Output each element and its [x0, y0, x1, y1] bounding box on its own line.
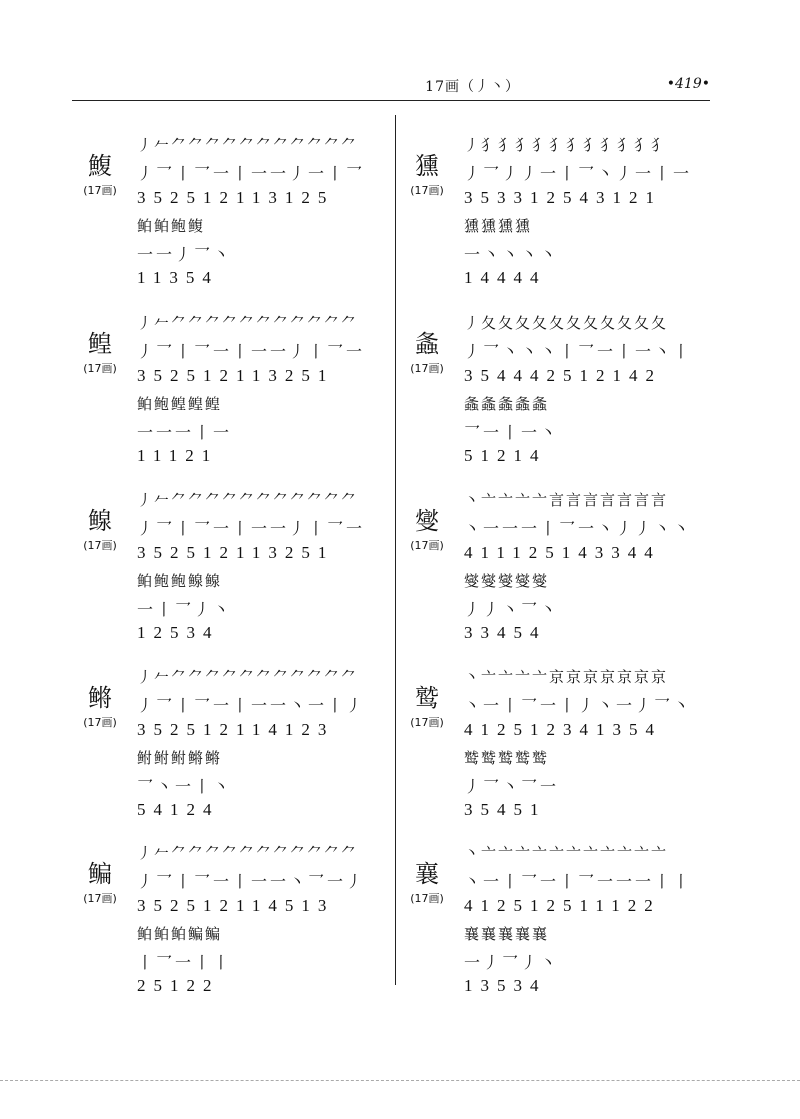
head-character: 鰒 — [88, 152, 112, 180]
stroke-numbers: 412512341354 — [464, 720, 662, 739]
stroke-numbers-continued: 11354 — [137, 268, 219, 287]
stroke-sequence-glyphs-continued: 襄襄襄襄襄 — [464, 925, 550, 943]
entry — [402, 314, 722, 468]
stroke-sequence-glyphs-continued: 獯獯獯獯 — [464, 217, 533, 235]
head-character: 鹫 — [415, 684, 439, 712]
stroke-sequence-glyphs-continued: 燮燮燮燮燮 — [464, 572, 550, 590]
stroke-shapes-continued: 一一一丨一 — [137, 423, 233, 442]
page-header — [72, 70, 710, 101]
stroke-numbers-continued: 35451 — [464, 800, 547, 819]
stroke-numbers-continued: 33454 — [464, 623, 547, 642]
stroke-sequence-glyphs-continued: 鲌鲌鲌鳊鳊 — [137, 925, 223, 943]
entry — [75, 314, 385, 468]
stroke-shapes-continued: 一丿乛丿丶 — [464, 953, 560, 972]
head-character: 鳉 — [88, 684, 112, 712]
stroke-numbers: 352512114513 — [137, 896, 335, 915]
stroke-sequence-glyphs-continued: 鲋鲋鲋鳉鳉 — [137, 749, 223, 767]
stroke-sequence-glyphs: 丶亠亠亠亠京京京京京京京 — [464, 668, 669, 686]
stroke-count-note: (17画) — [83, 184, 117, 197]
entry — [75, 136, 385, 290]
entry — [402, 491, 722, 645]
stroke-sequence-glyphs: 丿犭犭犭犭犭犭犭犭犭犭犭 — [464, 136, 669, 154]
stroke-count-note: (17画) — [83, 362, 117, 375]
entry — [75, 668, 385, 822]
stroke-shapes: 丿乛丨乛一丨一一丿一丨乛 — [137, 164, 366, 183]
stroke-sequence-glyphs: 丿𠂉⺈⺈⺈⺈⺈⺈⺈⺈⺈⺈⺈ — [137, 668, 359, 686]
stroke-shapes-continued: 乛丶一丨丶 — [137, 777, 233, 796]
stroke-shapes-continued: 丿丿丶乛丶 — [464, 600, 560, 619]
stroke-shapes: 丶一丨乛一丨丿丶一丿乛丶 — [464, 696, 693, 715]
stroke-numbers: 412512511122 — [464, 896, 661, 915]
stroke-numbers-continued: 13534 — [464, 976, 547, 995]
stroke-numbers-continued: 12534 — [137, 623, 220, 642]
stroke-numbers: 411125143344 — [464, 543, 661, 562]
stroke-shapes-continued: 一丨乛丿丶 — [137, 600, 233, 619]
stroke-count-note: (17画) — [410, 362, 444, 375]
stroke-count-note: (17画) — [410, 539, 444, 552]
head-character: 鳇 — [88, 330, 112, 358]
head-character: 鳈 — [88, 507, 112, 535]
entry — [75, 844, 385, 998]
head-character: 鳊 — [88, 860, 112, 888]
entry — [402, 668, 722, 822]
stroke-shapes: 丿乛丨乛一丨一一丿丨乛一 — [137, 519, 366, 538]
stroke-sequence-glyphs: 丿𠂉⺈⺈⺈⺈⺈⺈⺈⺈⺈⺈⺈ — [137, 844, 359, 862]
head-character: 螽 — [415, 330, 439, 358]
stroke-count-note: (17画) — [83, 539, 117, 552]
entry — [402, 844, 722, 998]
stroke-shapes: 丶一丨乛一丨乛一一一丨丨 — [464, 872, 693, 891]
stroke-shapes: 丿乛丨乛一丨一一丶一丨丿 — [137, 696, 366, 715]
stroke-sequence-glyphs: 丿夂夂夂夂夂夂夂夂夂夂夂 — [464, 314, 669, 332]
stroke-count-note: (17画) — [83, 716, 117, 729]
page-bottom-edge — [0, 1080, 800, 1081]
head-character: 獯 — [415, 152, 439, 180]
stroke-sequence-glyphs: 丿𠂉⺈⺈⺈⺈⺈⺈⺈⺈⺈⺈⺈ — [137, 491, 359, 509]
stroke-shapes-continued: 一丶丶丶丶 — [464, 245, 560, 264]
stroke-numbers: 352512113251 — [137, 543, 335, 562]
stroke-shapes-continued: 一一丿乛丶 — [137, 245, 233, 264]
stroke-sequence-glyphs-continued: 鹫鹫鹫鹫鹫 — [464, 749, 550, 767]
stroke-count-note: (17画) — [410, 184, 444, 197]
stroke-numbers-continued: 25122 — [137, 976, 220, 995]
stroke-shapes: 丶一一一丨乛一丶丿丿丶丶 — [464, 519, 693, 538]
stroke-sequence-glyphs-continued: 鲌鲍鳇鳇鳇 — [137, 395, 223, 413]
stroke-numbers: 352512113125 — [137, 188, 335, 207]
stroke-shapes: 丿乛丨乛一丨一一丿丨乛一 — [137, 342, 366, 361]
head-character: 燮 — [415, 507, 439, 535]
stroke-numbers: 353312543121 — [464, 188, 662, 207]
stroke-shapes-continued: 丿乛丶乛一 — [464, 777, 560, 796]
stroke-numbers-continued: 54124 — [137, 800, 220, 819]
stroke-count-note: (17画) — [410, 716, 444, 729]
stroke-numbers-continued: 14444 — [464, 268, 547, 287]
stroke-sequence-glyphs-continued: 鲌鲍鲍鳈鳈 — [137, 572, 223, 590]
stroke-sequence-glyphs-continued: 鲌鲌鲍鳆 — [137, 217, 206, 235]
stroke-shapes: 丿乛丶丶丶丨乛一丨一丶丨 — [464, 342, 693, 361]
stroke-sequence-glyphs: 丶亠亠亠亠亠亠亠亠亠亠亠 — [464, 844, 669, 862]
stroke-sequence-glyphs: 丿𠂉⺈⺈⺈⺈⺈⺈⺈⺈⺈⺈⺈ — [137, 314, 359, 332]
stroke-numbers-continued: 11121 — [137, 446, 219, 465]
stroke-shapes-continued: 丨乛一丨丨 — [137, 953, 233, 972]
page-number: •419• — [666, 76, 710, 92]
entry — [402, 136, 722, 290]
head-character: 襄 — [415, 860, 439, 888]
stroke-numbers: 352512113251 — [137, 366, 335, 385]
stroke-count-note: (17画) — [83, 892, 117, 905]
stroke-sequence-glyphs: 丿𠂉⺈⺈⺈⺈⺈⺈⺈⺈⺈⺈⺈ — [137, 136, 359, 154]
stroke-shapes: 丿乛丿丿一丨乛丶丿一丨一 — [464, 164, 693, 183]
entry — [75, 491, 385, 645]
stroke-numbers: 354442512142 — [464, 366, 662, 385]
stroke-shapes: 丿乛丨乛一丨一一丶乛一丿 — [137, 872, 366, 891]
stroke-numbers-continued: 51214 — [464, 446, 547, 465]
stroke-sequence-glyphs-continued: 螽螽螽螽螽 — [464, 395, 550, 413]
stroke-sequence-glyphs: 丶亠亠亠亠言言言言言言言 — [464, 491, 669, 509]
section-label: 17画（丿丶） — [425, 79, 520, 95]
stroke-shapes-continued: 乛一丨一丶 — [464, 423, 560, 442]
stroke-count-note: (17画) — [410, 892, 444, 905]
stroke-numbers: 352512114123 — [137, 720, 335, 739]
